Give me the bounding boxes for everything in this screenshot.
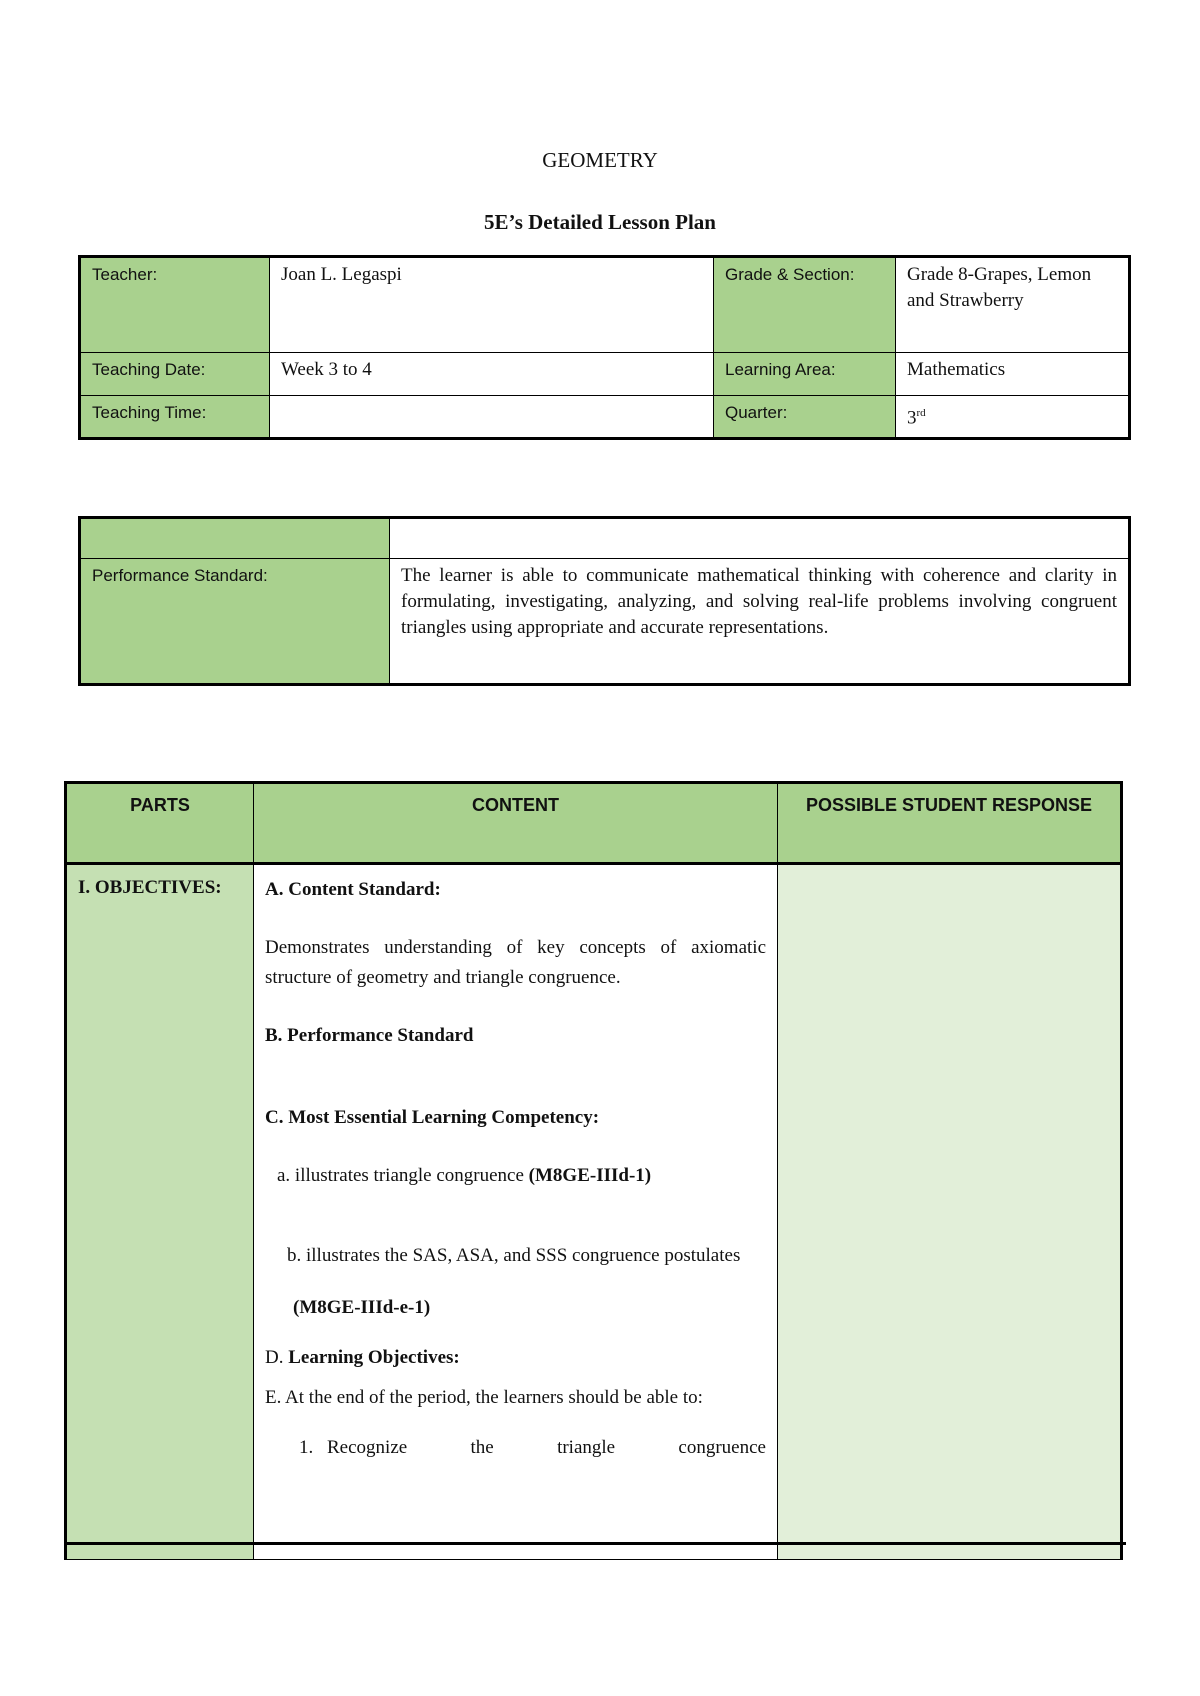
lesson-info-table bbox=[78, 255, 1131, 440]
content-header: CONTENT bbox=[254, 783, 778, 864]
quarter-number: 3 bbox=[907, 407, 917, 429]
learning-objectives-intro: E. At the end of the period, the learners should be able to: bbox=[265, 1387, 703, 1408]
melc-item-b: b. illustrates the SAS, ASA, and SSS congruence postulates bbox=[287, 1245, 741, 1266]
melc-item-b-code: (M8GE-IIId-e-1) bbox=[293, 1297, 431, 1318]
table-bottom-border bbox=[64, 1542, 1126, 1545]
quarter-value bbox=[896, 396, 1130, 439]
teacher-label: Teacher: bbox=[80, 257, 270, 353]
melc-item-a-code: (M8GE-IIId-1) bbox=[528, 1165, 652, 1186]
objectives-part-label: I. OBJECTIVES: bbox=[66, 864, 254, 1560]
performance-standard-table bbox=[78, 516, 1131, 686]
objectives-content bbox=[254, 864, 778, 1560]
blank-label-cell bbox=[80, 518, 390, 559]
document-title: GEOMETRY bbox=[542, 148, 658, 172]
objective-item-1-text: Recognize the triangle congruence bbox=[327, 1437, 766, 1458]
learning-area-label: Learning Area: bbox=[714, 353, 896, 396]
grade-section-label: Grade & Section: bbox=[714, 257, 896, 353]
lesson-parts-table bbox=[64, 781, 1123, 1560]
performance-standard-label: Performance Standard: bbox=[80, 559, 390, 685]
possible-student-response-cell bbox=[778, 864, 1122, 1560]
teaching-date-label: Teaching Date: bbox=[80, 353, 270, 396]
melc-heading: C. Most Essential Learning Competency: bbox=[265, 1107, 600, 1128]
performance-standard-heading: B. Performance Standard bbox=[265, 1025, 474, 1046]
teaching-date-value: Week 3 to 4 bbox=[270, 353, 714, 396]
melc-item-a-text: a. illustrates triangle congruence bbox=[277, 1165, 529, 1186]
content-standard-text: Demonstrates understanding of key concepts of axiomatic structure of geometry and triangle congruence. bbox=[265, 937, 766, 988]
document-subtitle: 5E’s Detailed Lesson Plan bbox=[484, 210, 716, 234]
teaching-time-label: Teaching Time: bbox=[80, 396, 270, 439]
performance-standard-text: The learner is able to communicate mathematical thinking with coherence and clarity in formulating, investigating, analyzing, and solving real-life problems involving congruent triangles using appropriate and accurate representations. bbox=[390, 559, 1130, 685]
response-header: POSSIBLE STUDENT RESPONSE bbox=[778, 783, 1122, 864]
blank-value-cell bbox=[390, 518, 1130, 559]
objective-item-1-number: 1. bbox=[299, 1437, 314, 1458]
content-standard-heading: A. Content Standard: bbox=[265, 879, 441, 900]
learning-objectives-heading bbox=[265, 1343, 766, 1373]
teacher-value: Joan L. Legaspi bbox=[270, 257, 714, 353]
objective-item-1 bbox=[265, 1433, 766, 1463]
learning-objectives-prefix: D. bbox=[265, 1347, 289, 1368]
quarter-label: Quarter: bbox=[714, 396, 896, 439]
melc-item-a bbox=[265, 1161, 766, 1191]
grade-section-value: Grade 8-Grapes, Lemon and Strawberry bbox=[896, 257, 1130, 353]
learning-area-value: Mathematics bbox=[896, 353, 1130, 396]
quarter-suffix: rd bbox=[916, 407, 926, 419]
learning-objectives-label: Learning Objectives: bbox=[288, 1347, 460, 1368]
parts-header: PARTS bbox=[66, 783, 254, 864]
teaching-time-value bbox=[270, 396, 714, 439]
